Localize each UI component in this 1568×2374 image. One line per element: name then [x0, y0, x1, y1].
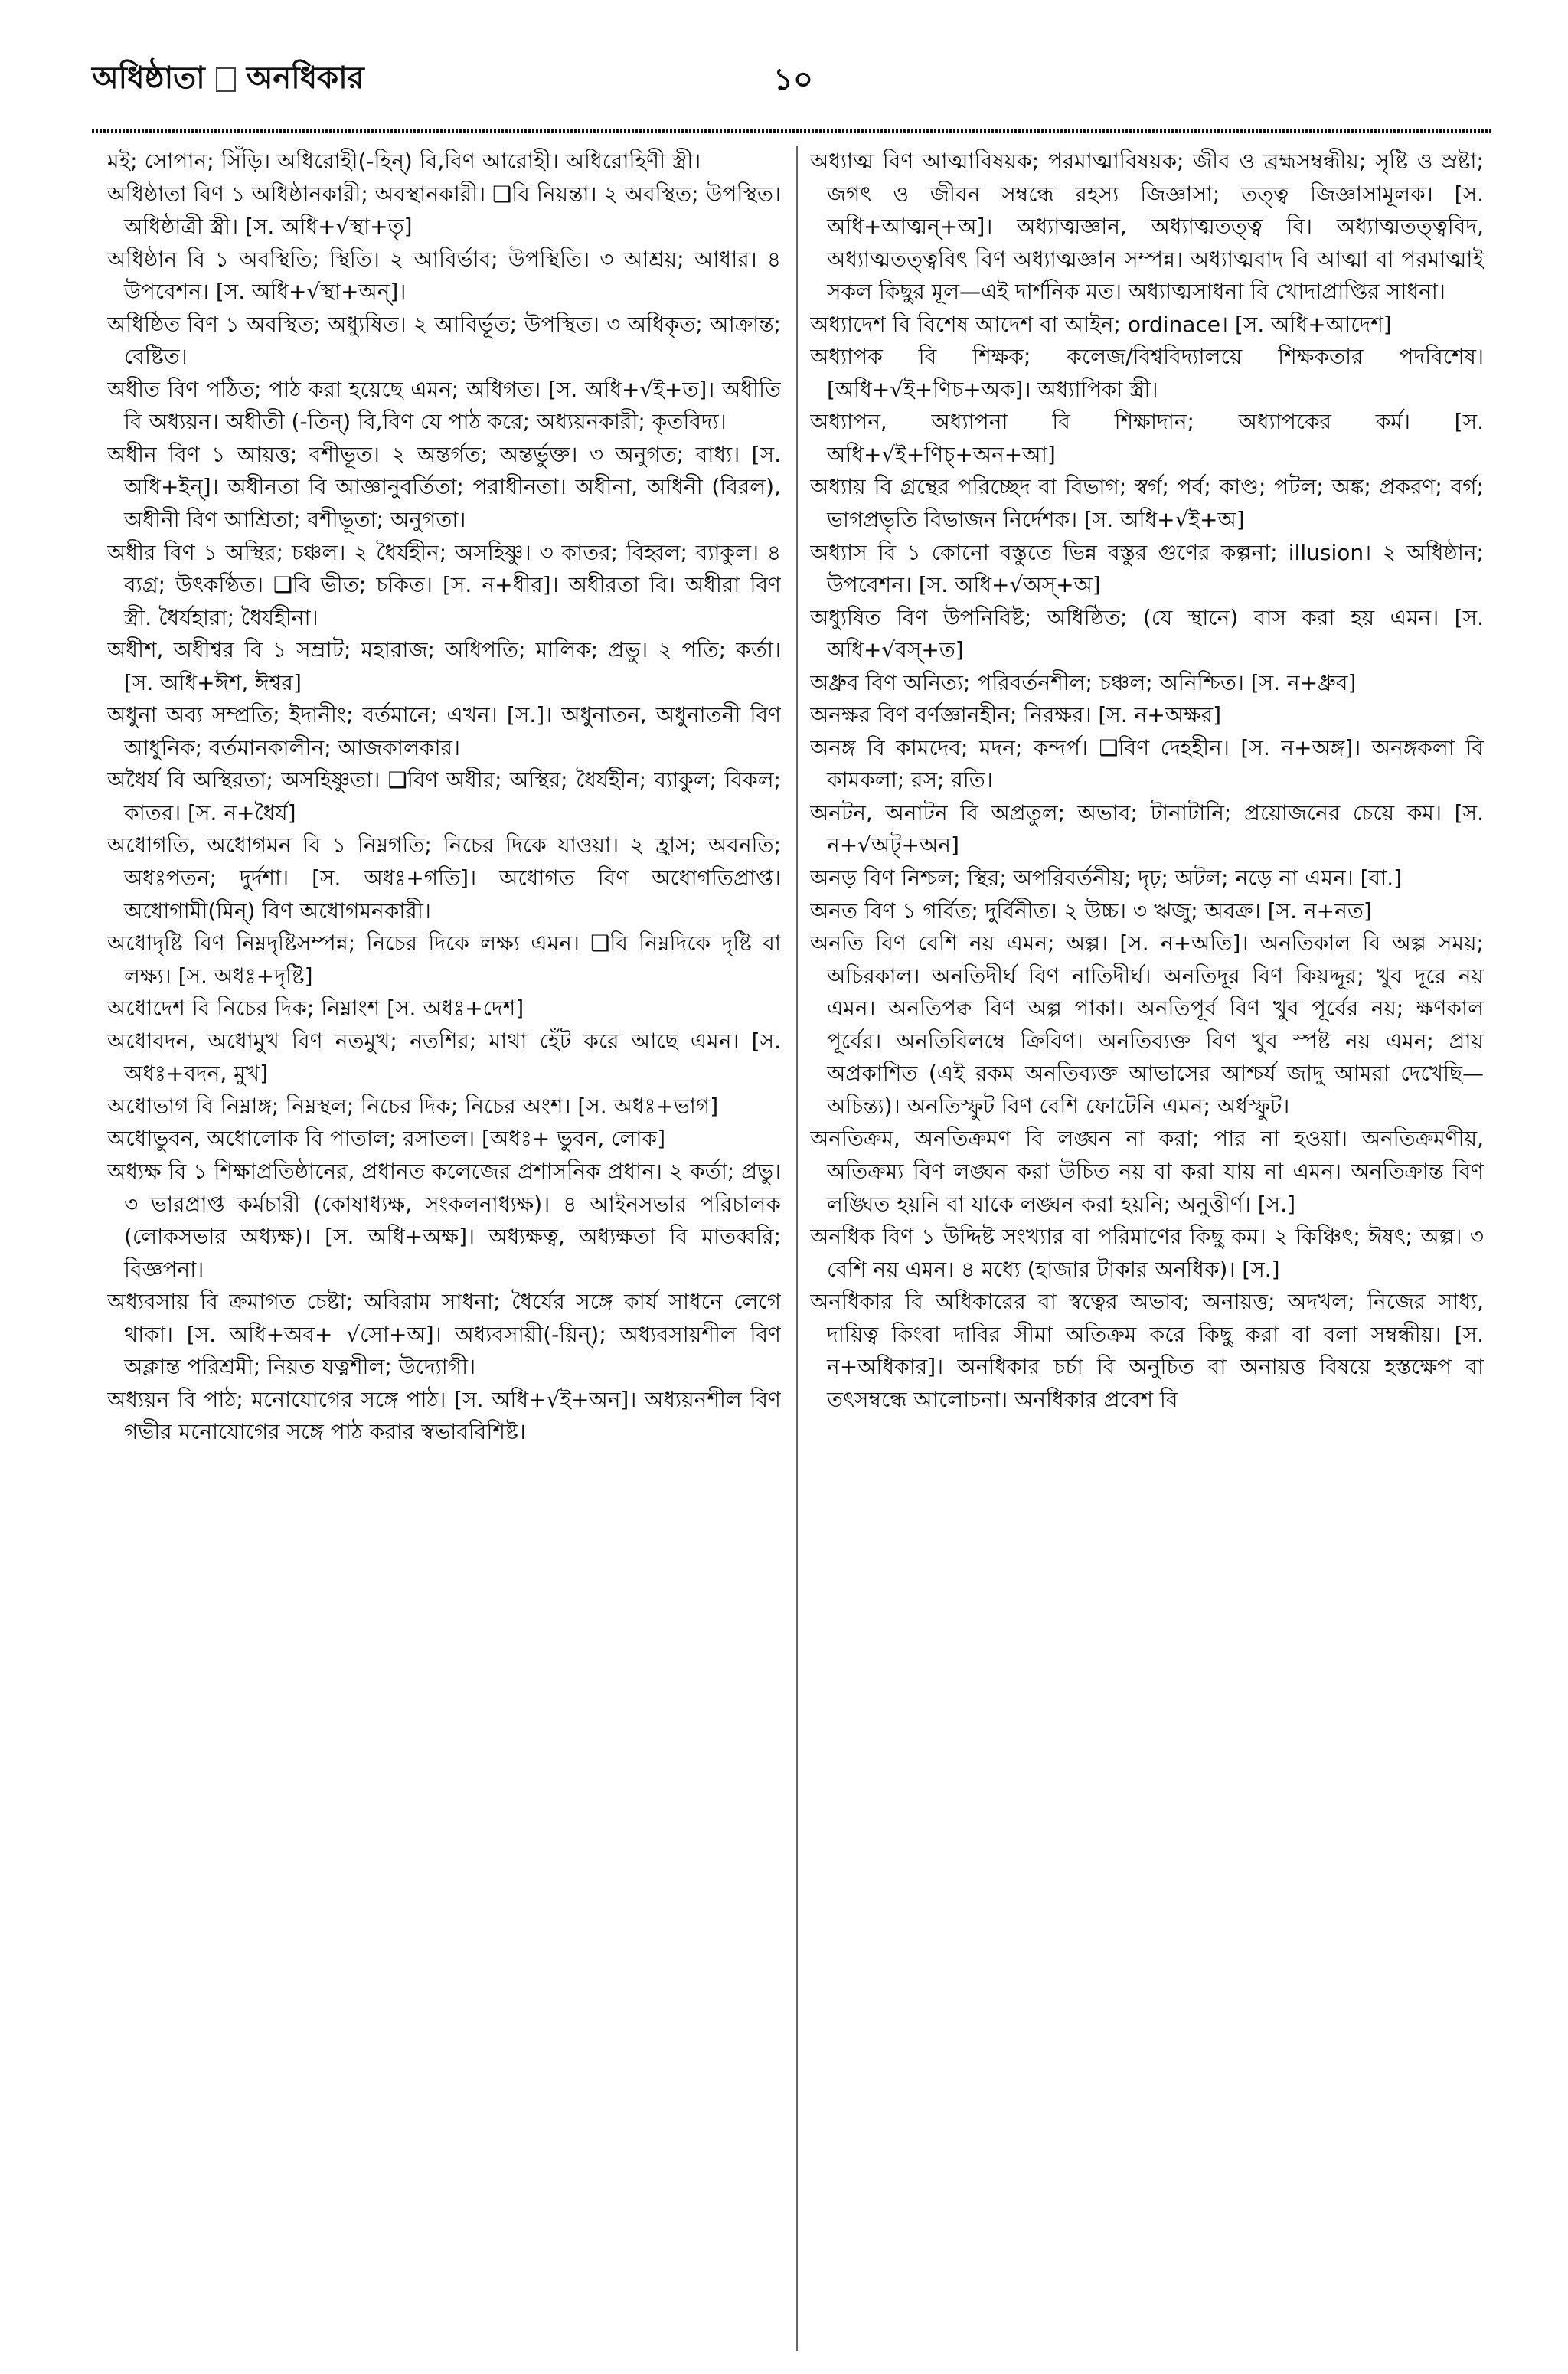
dictionary-entry: অধ্যাপন, অধ্যাপনা বি শিক্ষাদান; অধ্যাপকের কর্ম। [স. অধি+√ই+ণিচ্+অন+আ] — [810, 409, 1484, 467]
dictionary-entry: অনধিক বিণ ১ উদ্দিষ্ট সংখ্যার বা পরিমাণের কিছু কম। ২ কিঞ্চিৎ; ঈষৎ; অল্প। ৩ বেশি নয় এমন। ৪ মধ্যে (হাজার টাকার অনধিক)। [স.] — [810, 1224, 1484, 1282]
page-header — [92, 54, 1491, 115]
dictionary-entry: অধ্যাপক বি শিক্ষক; কলেজ/বিশ্ববিদ্যালয়ে শিক্ষকতার পদবিশেষ। [অধি+√ই+ণিচ+অক]। অধ্যাপিকা স্ত্রী। — [810, 344, 1484, 402]
page-number: ১০ — [773, 62, 813, 97]
guide-words — [92, 54, 364, 105]
dictionary-entry: অধোভুবন, অধোলোক বি পাতাল; রসাতল। [অধঃ+ ভুবন, লোক] — [107, 1126, 666, 1152]
dictionary-entry: অনড় বিণ নিশ্চল; স্থির; অপরিবর্তনীয়; দৃঢ়; অটল; নড়ে না এমন। [বা.] — [810, 865, 1403, 891]
dictionary-entry: অধ্যায় বি গ্রন্থের পরিচ্ছেদ বা বিভাগ; স্বর্গ; পর্ব; কাণ্ড; পটল; অঙ্ক; প্রকরণ; বর্গ; ভাগপ্রভৃতি বিভাজন নির্দেশক। [স. অধি+√ই+অ] — [810, 474, 1484, 533]
dictionary-entry: অনটন, অনাটন বি অপ্রতুল; অভাব; টানাটানি; প্রয়োজনের চেয়ে কম। [স. ন+√অট্+অন] — [810, 800, 1484, 858]
dictionary-entry: অনধিকার বি অধিকারের বা স্বত্বের অভাব; অনায়ত্ত; অদখল; নিজের সাধ্য, দায়িত্ব কিংবা দাবির সীমা অতিক্রম করে কিছু করা বা বলা সম্বন্ধীয়। [স. ন+অধিকার]। অনধিকার চর্চা বি অনুচিত বা অনায়ত্ত বিষয়ে হস্তক্ষেপ বা তৎসম্বন্ধে আলোচনা। অনধিকার প্রবেশ বি — [810, 1289, 1484, 1412]
dictionary-entry: অধীন বিণ ১ আয়ত্ত; বশীভূত। ২ অন্তর্গত; অন্তর্ভুক্ত। ৩ অনুগত; বাধ্য। [স. অধি+ইন্]। অধীনতা বি আজ্ঞানুবর্তিতা; পরাধীনতা। অধীনা, অধিনী (বিরল), অধীনী বিণ আশ্রিতা; বশীভূতা; অনুগতা। — [107, 441, 781, 533]
right-column — [810, 146, 1484, 2351]
dictionary-entry: অনত বিণ ১ গর্বিত; দুর্বিনীত। ২ উচ্চ। ৩ ঋজু; অবক্র। [স. ন+নত] — [810, 898, 1372, 924]
square-icon — [216, 67, 236, 92]
dictionary-entry: অনতিক্রম, অনতিক্রমণ বি লঙ্ঘন না করা; পার না হওয়া। অনতিক্রমণীয়, অতিক্রম্য বিণ লঙ্ঘন করা উচিত নয় বা করা যায় না এমন। অনতিক্রান্ত বিণ লঙ্ঘিত হয়নি বা যাকে লঙ্ঘন করা হয়নি; অনুত্তীর্ণ। [স.] — [810, 1126, 1484, 1217]
dictionary-entry: অধীশ, অধীশ্বর বি ১ সম্রাট; মহারাজ; অধিপতি; মালিক; প্রভু। ২ পতি; কর্তা। [স. অধি+ঈশ, ঈশ্বর] — [107, 637, 781, 695]
first-guide-word: অধিষ্ঠাতা — [92, 60, 205, 96]
dictionary-entry: অধিষ্ঠান বি ১ অবস্থিতি; স্থিতি। ২ আবির্ভাব; উপস্থিতি। ৩ আশ্রয়; আধার। ৪ উপবেশন। [স. অধি+√স্থা+অন্]। — [107, 246, 781, 305]
dictionary-entry: মই; সোপান; সিঁড়ি। অধিরোহী(-হিন্) বি,বিণ আরোহী। অধিরোহিণী স্ত্রী। — [107, 149, 701, 174]
dictionary-entry: অনতি বিণ বেশি নয় এমন; অল্প। [স. ন+অতি]। অনতিকাল বি অল্প সময়; অচিরকাল। অনতিদীর্ঘ বিণ নাতিদীর্ঘ। অনতিদূর বিণ কিয়দ্দূর; খুব দূরে নয় এমন। অনতিপক্ব বিণ অল্প পাকা। অনতিপূর্ব বিণ খুব পূর্বের নয়; ক্ষণকাল পূর্বের। অনতিবিলম্বে ক্রিবিণ। অনতিব্যক্ত বিণ খুব স্পষ্ট নয় এমন; প্রায় অপ্রকাশিত (এই রকম অনতিব্যক্ত আভাসের আশ্চর্য জাদু আমরা দেখেছি—অচিন্ত্য)। অনতিস্ফুট বিণ বেশি ফোটেনি এমন; অর্ধস্ফুট। — [810, 930, 1484, 1119]
dictionary-entry: অধ্যুষিত বিণ উপনিবিষ্ট; অধিষ্ঠিত; (যে স্থানে) বাস করা হয় এমন। [স. অধি+√বস্+ত] — [810, 604, 1484, 663]
dictionary-entry: অধুনা অব্য সম্প্রতি; ইদানীং; বর্তমানে; এখন। [স.]। অধুনাতন, অধুনাতনী বিণ আধুনিক; বর্তমানকালীন; আজকালকার। — [107, 702, 781, 760]
dictionary-entry: অধ্যাদেশ বি বিশেষ আদেশ বা আইন; ordinace। [স. অধি+আদেশ] — [810, 311, 1392, 337]
dictionary-entry: অধিষ্ঠাতা বিণ ১ অধিষ্ঠানকারী; অবস্থানকারী। ❑বি নিয়ন্তা। ২ অবস্থিত; উপস্থিত। অধিষ্ঠাত্রী স্ত্রী। [স. অধি+√স্থা+তৃ] — [107, 181, 781, 240]
dictionary-entry: অধ্যাত্ম বিণ আত্মাবিষয়ক; পরমাত্মাবিষয়ক; জীব ও ব্রহ্মসম্বন্ধীয়; সৃষ্টি ও স্রষ্টা; জগৎ ও জীবন সম্বন্ধে রহস্য জিজ্ঞাসা; তত্ত্ব জিজ্ঞাসামূলক। [স. অধি+আত্মন্+অ]। অধ্যাত্মজ্ঞান, অধ্যাত্মতত্ত্ব বি। অধ্যাত্মতত্ত্ববিদ, অধ্যাত্মতত্ত্ববিৎ বিণ অধ্যাত্মজ্ঞান সম্পন্ন। অধ্যাত্মবাদ বি আত্মা বা পরমাত্মাই সকল কিছুর মূল—এই দার্শনিক মত। অধ্যাত্মসাধনা বি খোদাপ্রাপ্তির সাধনা। — [810, 149, 1484, 305]
dictionary-entry: অধ্যাস বি ১ কোনো বস্তুতে ভিন্ন বস্তুর গুণের কল্পনা; illusion। ২ অধিষ্ঠান; উপবেশন। [স. অধি+√অস্+অ] — [810, 539, 1484, 598]
dictionary-entry: অধ্যক্ষ বি ১ শিক্ষাপ্রতিষ্ঠানের, প্রধানত কলেজের প্রশাসনিক প্রধান। ২ কর্তা; প্রভু। ৩ ভারপ্রাপ্ত কর্মচারী (কোষাধ্যক্ষ, সংকলনাধ্যক্ষ)। ৪ আইনসভার পরিচালক (লোকসভার অধ্যক্ষ)। [স. অধি+অক্ষ]। অধ্যক্ষত্ব, অধ্যক্ষতা বি মাতব্বরি; বিজ্ঞপনা। — [107, 1158, 781, 1282]
column-divider — [796, 146, 798, 2351]
dictionary-entry: অধোবদন, অধোমুখ বিণ নতমুখ; নতশির; মাথা হেঁট করে আছে এমন। [স. অধঃ+বদন, মুখ] — [107, 1028, 781, 1087]
dictionary-entry: অধ্যবসায় বি ক্রমাগত চেষ্টা; অবিরাম সাধনা; ধৈর্যের সঙ্গে কার্য সাধনে লেগে থাকা। [স. অধি+অব+ √সো+অ]। অধ্যবসায়ী(-য়িন্); অধ্যবসায়শীল বিণ অক্লান্ত পরিশ্রমী; নিয়ত যত্নশীল; উদ্যোগী। — [107, 1289, 781, 1380]
last-guide-word: অনধিকার — [246, 60, 364, 96]
dictionary-entry: অধোভাগ বি নিম্নাঙ্গ; নিম্নস্থল; নিচের দিক; নিচের অংশ। [স. অধঃ+ভাগ] — [107, 1093, 719, 1119]
header-divider — [92, 129, 1491, 133]
dictionary-entry: অনক্ষর বিণ বর্ণজ্ঞানহীন; নিরক্ষর। [স. ন+অক্ষর] — [810, 702, 1222, 728]
dictionary-entry: অধীত বিণ পঠিত; পাঠ করা হয়েছে এমন; অধিগত। [স. অধি+√ই+ত]। অধীতি বি অধ্যয়ন। অধীতী (-তিন্) বি,বিণ যে পাঠ করে; অধ্যয়নকারী; কৃতবিদ্য। — [107, 376, 781, 435]
dictionary-entry: অধোদৃষ্টি বিণ নিম্নদৃষ্টিসম্পন্ন; নিচের দিকে লক্ষ্য এমন। ❑বি নিম্নদিকে দৃষ্টি বা লক্ষ্য। [স. অধঃ+দৃষ্টি] — [107, 930, 781, 989]
dictionary-entry: অধীর বিণ ১ অস্থির; চঞ্চল। ২ ধৈর্যহীন; অসহিষ্ণু। ৩ কাতর; বিহ্বল; ব্যাকুল। ৪ ব্যগ্র; উৎকণ্ঠিত। ❑বি ভীত; চকিত। [স. ন+ধীর]। অধীরতা বি। অধীরা বিণ স্ত্রী. ধৈর্যহারা; ধৈর্যহীনা। — [107, 539, 781, 630]
dictionary-entry: অধিষ্ঠিত বিণ ১ অবস্থিত; অধ্যুষিত। ২ আবির্ভূত; উপস্থিত। ৩ অধিকৃত; আক্রান্ত; বেষ্টিত। — [107, 311, 781, 370]
left-column — [107, 146, 781, 2351]
dictionary-entry: অনঙ্গ বি কামদেব; মদন; কন্দর্প। ❑বিণ দেহহীন। [স. ন+অঙ্গ]। অনঙ্গকলা বি কামকলা; রস; রতি। — [810, 734, 1484, 793]
dictionary-entry: অধ্রুব বিণ অনিত্য; পরিবর্তনশীল; চঞ্চল; অনিশ্চিত। [স. ন+ধ্রুব] — [810, 669, 1357, 695]
dictionary-entry: অধোগতি, অধোগমন বি ১ নিম্নগতি; নিচের দিকে যাওয়া। ২ হ্রাস; অবনতি; অধঃপতন; দুর্দশা। [স. অধঃ+গতি]। অধোগত বিণ অধোগতিপ্রাপ্ত। অধোগামী(মিন্) বিণ অধোগমনকারী। — [107, 832, 781, 924]
dictionary-entry: অধৈর্য বি অস্থিরতা; অসহিষ্ণুতা। ❑বিণ অধীর; অস্থির; ধৈর্যহীন; ব্যাকুল; বিকল; কাতর। [স. ন+ধৈর্য] — [107, 767, 781, 826]
dictionary-entry: অধোদেশ বি নিচের দিক; নিম্নাংশ [স. অধঃ+দেশ] — [107, 996, 524, 1022]
dictionary-entry: অধ্যয়ন বি পাঠ; মনোযোগের সঙ্গে পাঠ। [স. অধি+√ই+অন]। অধ্যয়নশীল বিণ গভীর মনোযোগের সঙ্গে পাঠ করার স্বভাববিশিষ্ট। — [107, 1386, 781, 1445]
